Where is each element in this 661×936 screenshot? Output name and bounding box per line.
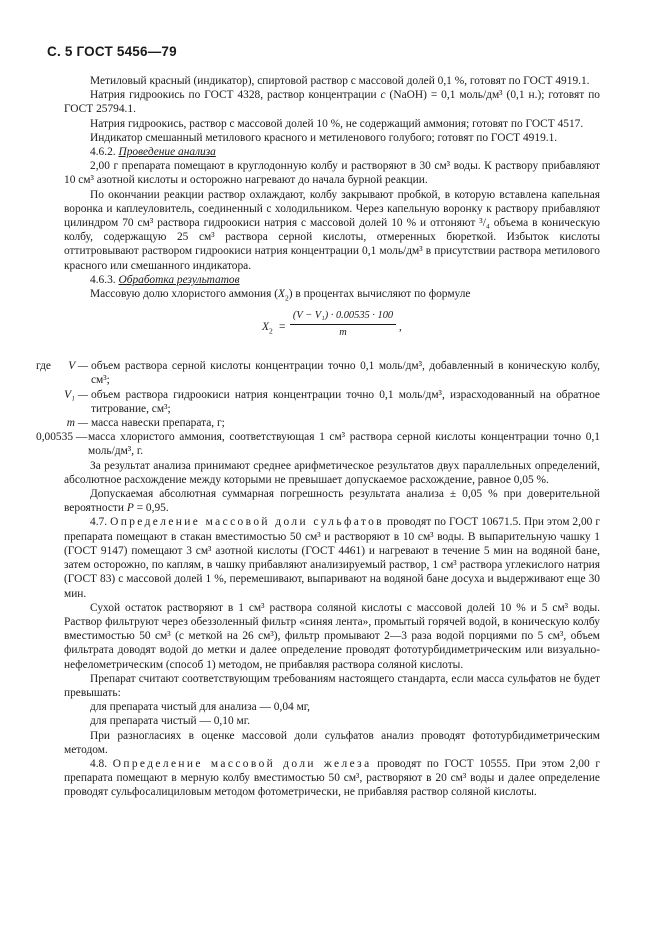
definition-text: масса хлористого аммония, соответствующая 1 см³ раствора серной кислоты концентрации точно 0,1 моль/дм³, г. bbox=[88, 431, 600, 458]
definition-symbol: 0,00535 — bbox=[36, 431, 88, 444]
paragraph-procedure-1: 2,00 г препарата помещают в круглодонную колбу и растворяют в 30 см³ воды. К раствору прибавляют 10 см³ азотной кислоты и осторожно нагревают до начала бурной реакции. bbox=[64, 160, 600, 187]
paragraph-error: Допускаемая абсолютная суммарная погрешность результата анализа ± 0,05 % при доверительной вероятности P = 0,95. bbox=[64, 488, 600, 515]
definition-text: объем раствора гидроокиси натрия концентрации точно 0,1 моль/дм³, израсходованный на обратное титрование, см³; bbox=[91, 388, 600, 415]
section-heading-4-6-3: 4.6.3. Обработка результатов bbox=[90, 273, 240, 286]
formula-comma: , bbox=[399, 321, 402, 334]
paragraph-naoh-solution: Натрия гидроокись по ГОСТ 4328, раствор концентрации c (NaOH) = 0,1 моль/дм³ (0,1 н.); готовят по ГОСТ 25794.1. bbox=[64, 89, 600, 116]
formula-x2 bbox=[64, 307, 600, 351]
paragraph-requirements: Препарат считают соответствующим требованиям настоящего стандарта, если масса сульфатов не будет превышать: bbox=[64, 672, 600, 699]
paragraph-naoh-10pct: Натрия гидроокись, раствор с массовой долей 10 %, не содержащий аммония; готовят по ГОСТ 4517. bbox=[90, 117, 584, 130]
formula-lhs: $X_2$ bbox=[262, 321, 273, 336]
list-item: для препарата чистый — 0,10 мг. bbox=[90, 715, 250, 728]
section-4-7-sulfates: 4.7. Определение массовой доли сульфатов проводят по ГОСТ 10671.5. При этом 2,00 г препарата помещают в стакан вместимостью 50 см³ и растворяют в 10 см³ воды. В выпарительную чашку 1 (ГОСТ 9147) помещают 3 см³ азотной кислоты (ГОСТ 4461) и нагревают в течение 5 мин на водяной бане, затем осторожно, по каплям, в чашку прибавляют анализируемый раствор, 1 см³ раствора углекислого натрия (ГОСТ 83) с массовой долей 1 %, перемешивают, выпаривают на водяной бане досуха и выдерживают еще 30 мин. bbox=[64, 516, 600, 600]
paragraph-indicator: Индикатор смешанный метилового красного и метиленового голубого; готовят по ГОСТ 4919.1. bbox=[90, 131, 558, 144]
paragraph-disagreement: При разногласиях в оценке массовой доли сульфатов анализ проводят фототурбидиметрическим методом. bbox=[64, 729, 600, 756]
paragraph-result: За результат анализа принимают среднее арифметическое результатов двух параллельных определений, абсолютное расхождение между которыми не превышает допускаемое расхождение, равное 0,05 %. bbox=[64, 459, 600, 486]
definition-symbol: m — bbox=[66, 417, 88, 430]
definition-row bbox=[36, 359, 600, 387]
document-body bbox=[36, 74, 600, 800]
page-header: С. 5 ГОСТ 5456—79 bbox=[47, 44, 177, 59]
where-label: где bbox=[36, 360, 51, 373]
formula-numerator: (V − V₁) · 0.00535 · 100 bbox=[290, 309, 396, 325]
definition-symbol: V — bbox=[68, 360, 88, 373]
definition-text: объем раствора серной кислоты концентрации точно 0,1 моль/дм³, добавленный в коническую колбу, см³; bbox=[91, 360, 600, 387]
section-4-8-iron: 4.8. Определение массовой доли железа проводят по ГОСТ 10555. При этом 2,00 г препарата помещают в мерную колбу вместимостью 50 см³, растворяют в 20 см³ воды и далее определение проводят сульфосалициловым методом фотометрически, не прибавляя раствор соляной кислоты. bbox=[64, 757, 600, 799]
variable-definitions bbox=[36, 359, 600, 458]
definition-row bbox=[64, 416, 600, 430]
definition-text: масса навески препарата, г; bbox=[91, 417, 225, 430]
paragraph-procedure-2: По окончании реакции раствор охлаждают, колбу закрывают пробкой, в которую вставлена капельная воронка и каплеуловитель, соединенный с холодильником. Через капельную воронку к раствору прибавляют цилиндром 70 см³ раствора гидроокиси натрия с массовой долей 10 % и отгоняют ³/₄ объема в коническую колбу, содержащую 25 см³ раствора серной кислоты, отмеренных бюреткой. Избыток кислоты оттитровывают раствором гидроокиси натрия концентрации 0,1 моль/дм³ в присутствии раствора метилового красного или смешанного индикатора. bbox=[64, 188, 600, 272]
list-item: для препарата чистый для анализа — 0,04 мг, bbox=[90, 701, 311, 714]
paragraph-formula-intro: Массовую долю хлористого аммония $(X_2)$ в процентах вычисляют по формуле bbox=[90, 288, 471, 303]
paragraph-dry-residue: Сухой остаток растворяют в 1 см³ раствора соляной кислоты с массовой долей 10 % и 5 см³ воды. Раствор фильтруют через обеззоленный фильтр «синяя лента», промытый горячей водой, в коническую колбу вместимостью 50 см³ (с меткой на 26 см³), фильтр промывают 2—3 раза водой порциями по 5 см³, объем фильтрата доводят водой до метки и далее определение проводят фототурбидиметрическим или визуально-нефелометрическим (способ 1) методом, не прибавляя раствора соляной кислоты. bbox=[64, 601, 600, 671]
definition-row bbox=[36, 430, 600, 458]
formula-fraction bbox=[290, 309, 396, 340]
section-heading-4-6-2: 4.6.2. Проведение анализа bbox=[90, 146, 216, 159]
paragraph-methyl-red: Метиловый красный (индикатор), спиртовой раствор с массовой долей 0,1 %, готовят по ГОСТ 4919.1. bbox=[90, 75, 590, 87]
definition-row bbox=[64, 388, 600, 416]
formula-denominator: m bbox=[339, 327, 347, 339]
definition-symbol: V₁ — bbox=[64, 388, 88, 401]
formula-equals: = bbox=[279, 321, 286, 334]
